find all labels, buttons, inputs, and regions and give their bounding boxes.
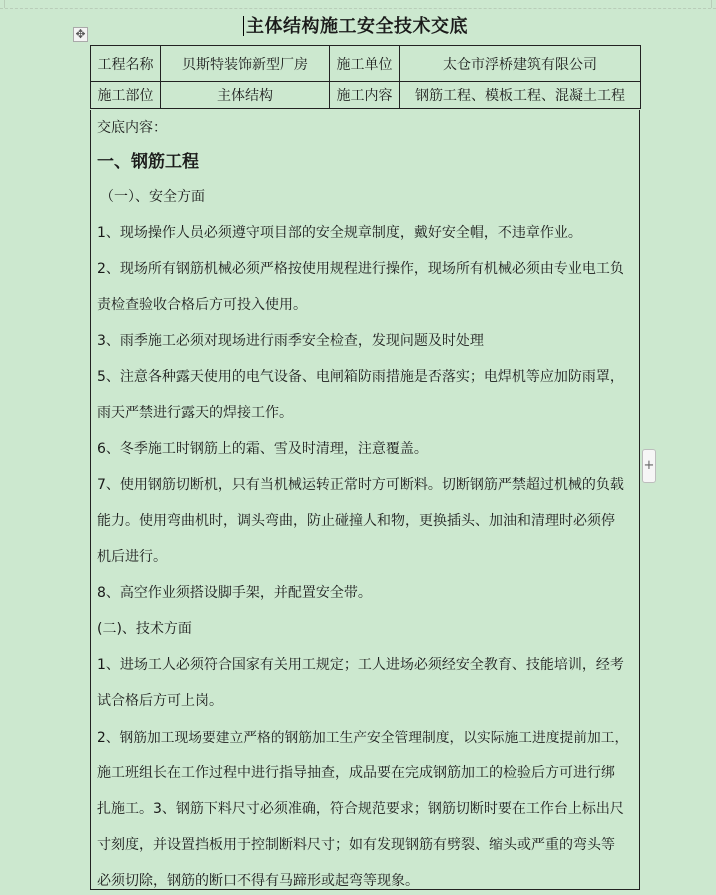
content-line: 7、使用钢筋切断机，只有当机械运转正常时方可断料。切断钢筋严禁超过机械的负载 — [97, 477, 624, 493]
page-top-guide — [0, 0, 716, 9]
project-name-value[interactable]: 贝斯特装饰新型厂房 — [161, 46, 330, 82]
content-line: 6、冬季施工时钢筋上的霜、雪及时清理，注意覆盖。 — [97, 441, 428, 457]
content-line: 雨天严禁进行露天的焊接工作。 — [97, 405, 293, 421]
content-line: (二)、技术方面 — [97, 621, 192, 637]
construction-part-value[interactable]: 主体结构 — [161, 82, 330, 109]
content-line: 8、高空作业须搭设脚手架，并配置安全带。 — [97, 585, 372, 601]
content-line: 责检查验收合格后方可投入使用。 — [97, 297, 307, 313]
construction-content-value[interactable]: 钢筋工程、模板工程、混凝土工程 — [400, 82, 641, 109]
table-row — [91, 46, 641, 82]
contractor-value[interactable]: 太仓市浮桥建筑有限公司 — [400, 46, 641, 82]
contractor-label[interactable]: 施工单位 — [330, 46, 400, 82]
content-line: 2、钢筋加工现场要建立严格的钢筋加工生产安全管理制度，以实际施工进度提前加工， — [97, 730, 629, 746]
table-row — [91, 82, 641, 109]
text-cursor — [243, 16, 244, 36]
content-line: 施工班组长在工作过程中进行指导抽查，成品要在完成钢筋加工的检验后方可进行绑 — [97, 765, 615, 781]
briefing-intro: 交底内容： — [97, 120, 167, 136]
project-name-label[interactable]: 工程名称 — [91, 46, 161, 82]
construction-part-label[interactable]: 施工部位 — [91, 82, 161, 109]
content-line: 2、现场所有钢筋机械必须严格按使用规程进行操作，现场所有机械必须由专业电工负 — [97, 261, 624, 277]
content-line: 寸刻度，并设置挡板用于控制断料尺寸；如有发现钢筋有劈裂、缩头或严重的弯头等 — [97, 837, 615, 853]
content-line: 1、进场工人必须符合国家有关用工规定；工人进场必须经安全教育、技能培训，经考 — [97, 657, 624, 673]
project-info-table — [90, 45, 641, 109]
section-heading: 一、钢筋工程 — [97, 152, 199, 172]
table-move-handle-icon[interactable]: ✥ — [73, 27, 88, 42]
content-line: 试合格后方可上岗。 — [97, 693, 223, 709]
content-line: 1、现场操作人员必须遵守项目部的安全规章制度，戴好安全帽，不违章作业。 — [97, 225, 582, 241]
add-column-handle-icon[interactable]: + — [642, 449, 656, 483]
construction-content-label[interactable]: 施工内容 — [330, 82, 400, 109]
content-line: 机后进行。 — [97, 549, 167, 565]
content-line: 3、雨季施工必须对现场进行雨季安全检查，发现问题及时处理 — [97, 333, 484, 349]
document-title[interactable]: 主体结构施工安全技术交底 — [246, 16, 468, 37]
content-line: 必须切除，钢筋的断口不得有马蹄形或起弯等现象。 — [97, 873, 419, 889]
content-line: 扎施工。3、钢筋下料尺寸必须准确，符合规范要求；钢筋切断时要在工作台上标出尺 — [97, 801, 624, 817]
content-line: （一）、安全方面 — [100, 189, 205, 205]
content-line: 能力。使用弯曲机时，调头弯曲，防止碰撞人和物，更换插头、加油和清理时必须停 — [97, 513, 615, 529]
content-line: 5、注意各种露天使用的电气设备、电闸箱防雨措施是否落实；电焊机等应加防雨罩， — [97, 369, 624, 385]
